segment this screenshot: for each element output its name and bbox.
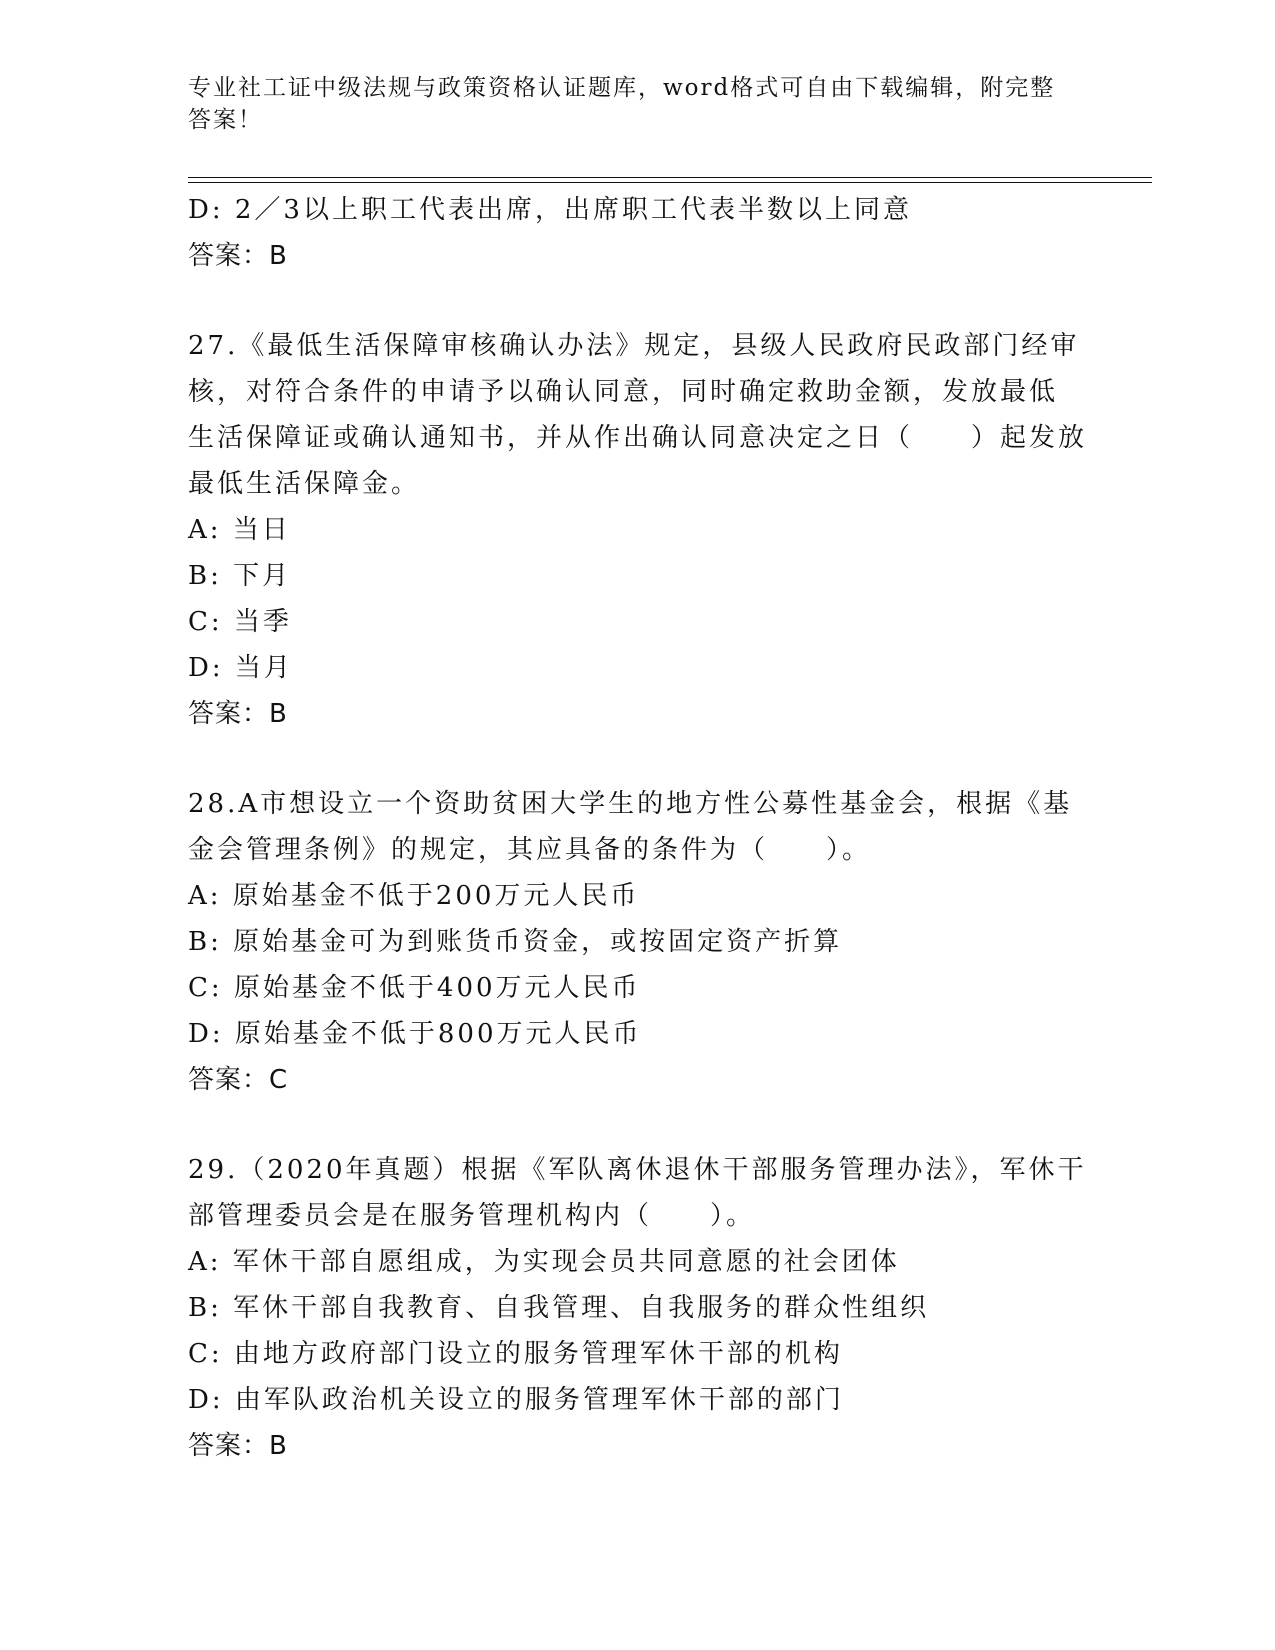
question-stem-line: 部管理委员会是在服务管理机构内（ ）。 [188,1201,756,1231]
header-divider [188,177,1152,178]
question-29 [188,1147,1088,1469]
option-b: B: 下月 [188,561,292,591]
option-c: C: 原始基金不低于400万元人民币 [188,973,641,1003]
question-28 [188,781,1088,1103]
option-b: B: 原始基金可为到账货币资金，或按固定资产折算 [188,927,843,957]
option-d: D: 由军队政治机关设立的服务管理军休干部的部门 [188,1385,844,1415]
option-a: A: 军休干部自愿组成，为实现会员共同意愿的社会团体 [188,1247,900,1277]
question-stem-line: 生活保障证或确认通知书，并从作出确认同意决定之日（ ）起发放 [188,423,1088,453]
answer: 答案：C [188,1065,289,1095]
option-d: D: 原始基金不低于800万元人民币 [188,1019,642,1049]
header-divider-thin [188,182,1152,183]
question-stem-line: 29.（2020年真题）根据《军队离休退休干部服务管理办法》，军休干 [188,1155,1087,1185]
question-content [188,187,1088,1469]
option-a: A: 当日 [188,515,291,545]
question-stem-line: 核，对符合条件的申请予以确认同意，同时确定救助金额，发放最低 [188,377,1059,407]
question-stem-line: 28.A市想设立一个资助贫困大学生的地方性公募性基金会，根据《基 [188,789,1073,819]
page-header: 专业社工证中级法规与政策资格认证题库，word格式可自由下载编辑，附完整答案！ [188,75,1056,133]
question-stem-line: 最低生活保障金。 [188,469,421,499]
option-b: B: 军休干部自我教育、自我管理、自我服务的群众性组织 [188,1293,930,1323]
option-c: C: 当季 [188,607,292,637]
question-stem-line: 27.《最低生活保障审核确认办法》规定，县级人民政府民政部门经审 [188,331,1080,361]
question-stem-line: 金会管理条例》的规定，其应具备的条件为（ ）。 [188,835,872,865]
option-d: D: 当月 [188,653,293,683]
option-a: A: 原始基金不低于200万元人民币 [188,881,640,911]
prev-answer: 答案：B [188,241,288,271]
answer: 答案：B [188,699,288,729]
option-c: C: 由地方政府部门设立的服务管理军休干部的机构 [188,1339,843,1369]
prev-option-d: D: 2／3以上职工代表出席，出席职工代表半数以上同意 [188,195,912,225]
question-27 [188,323,1088,737]
answer: 答案：B [188,1431,288,1461]
